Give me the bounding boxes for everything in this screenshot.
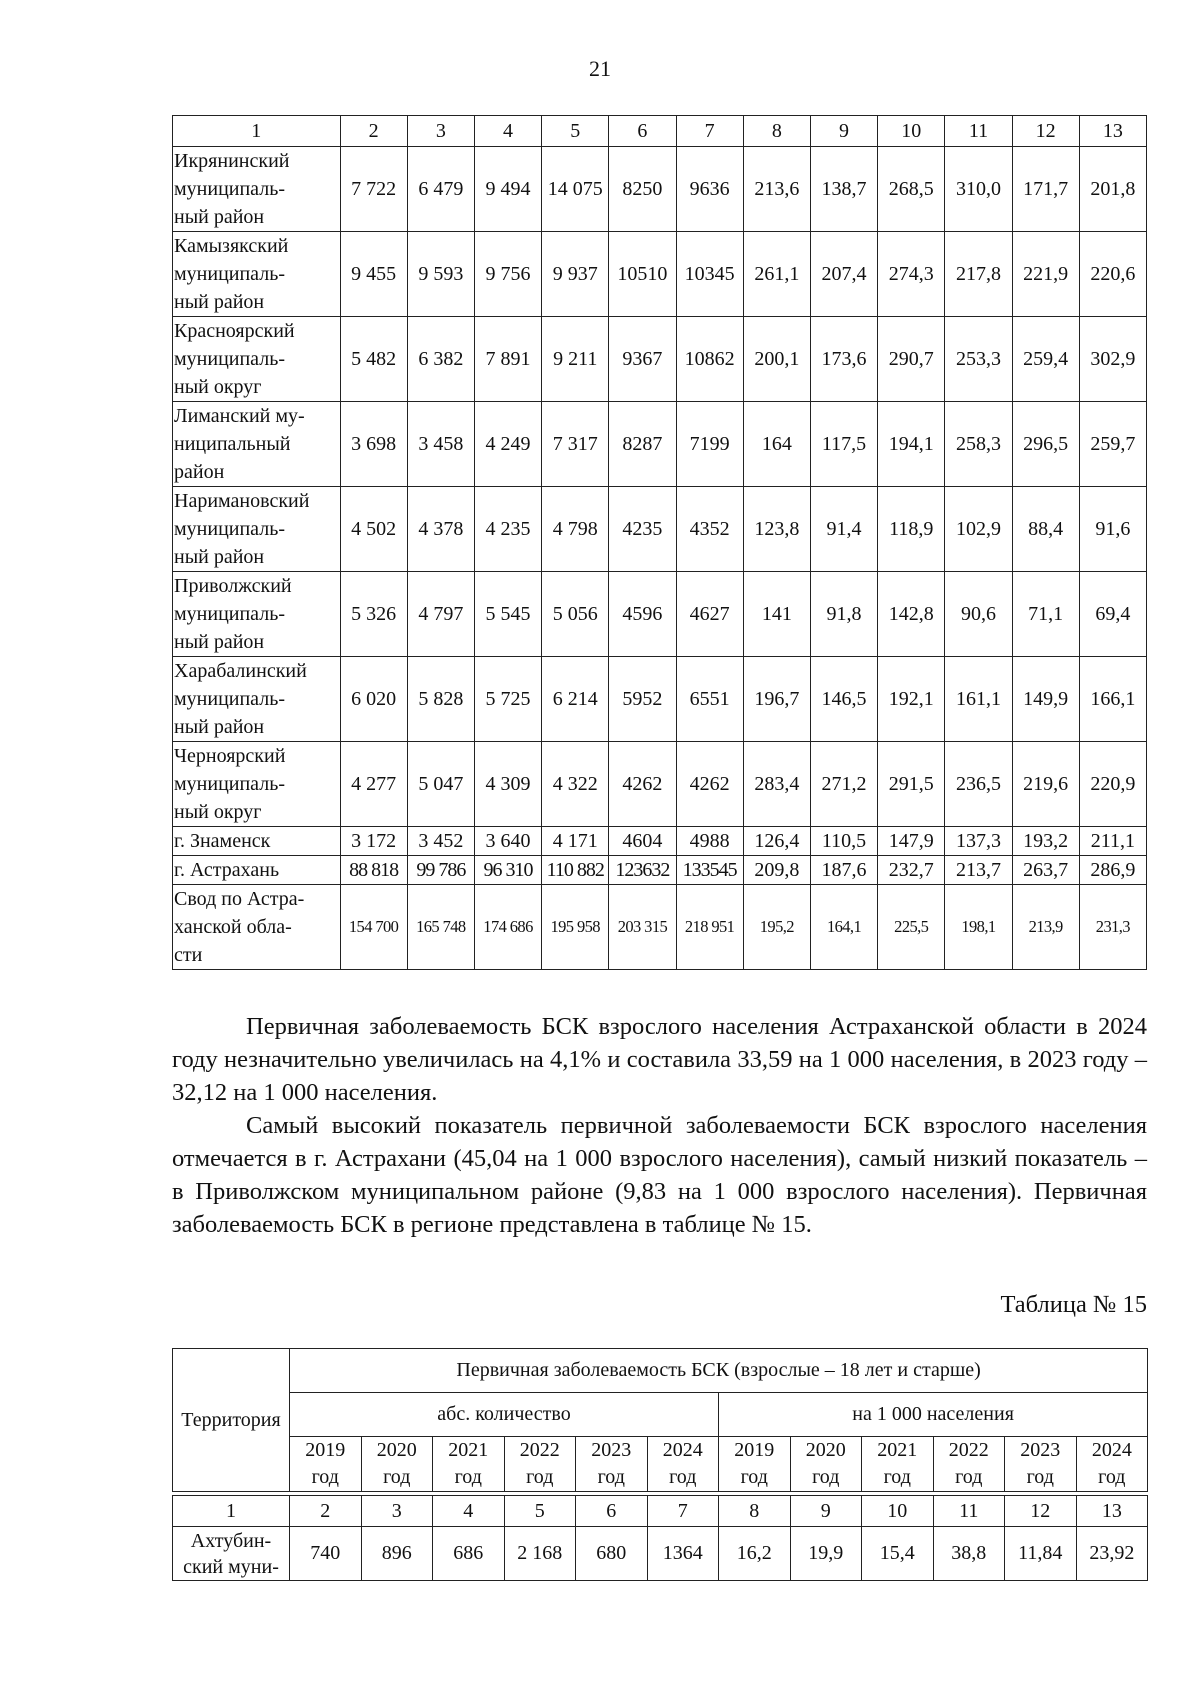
- paragraph-primary-morbidity: Первичная заболеваемость БСК взрослого населения Астраханской области в 2024 году незначительно увеличилась на 4,1% и составила 33,59 на 1 000 населения, в 2023 году – 32,12 на 1 000 населения.: [172, 1013, 1147, 1106]
- territory-line: Наримановский: [174, 490, 310, 512]
- table-row: [173, 856, 1147, 885]
- territory-line: Ахтубин-: [190, 1529, 272, 1552]
- territory-line: г. Знаменск: [174, 830, 271, 852]
- page-number: 21: [589, 56, 611, 81]
- value-cell: 9 593: [407, 232, 474, 317]
- year-header: [1005, 1437, 1077, 1492]
- territory-cell: [173, 572, 341, 657]
- territory-line: Приволжский: [174, 575, 292, 597]
- territory-cell: [173, 827, 341, 856]
- territory-line: ниципальный: [174, 433, 291, 455]
- territory-line: ный район: [174, 716, 265, 738]
- value-cell: 174 686: [474, 885, 541, 970]
- territory-cell: [173, 1527, 290, 1581]
- value-cell: 4 378: [407, 487, 474, 572]
- column-number: 9: [810, 116, 877, 147]
- column-number: 9: [790, 1496, 862, 1527]
- territory-line: муниципаль-: [174, 518, 285, 540]
- value-cell: 19,9: [790, 1527, 862, 1581]
- value-cell: 88,4: [1012, 487, 1079, 572]
- value-cell: 91,6: [1079, 487, 1146, 572]
- value-cell: 71,1: [1012, 572, 1079, 657]
- value-cell: 286,9: [1079, 856, 1146, 885]
- year-unit: год: [311, 1466, 339, 1488]
- value-cell: 154 700: [340, 885, 407, 970]
- value-cell: 268,5: [878, 147, 945, 232]
- column-number: 12: [1012, 116, 1079, 147]
- year-header: [719, 1437, 791, 1492]
- territory-cell: [173, 402, 341, 487]
- territory-line: муниципаль-: [174, 688, 285, 710]
- year-number: 2022: [519, 1439, 560, 1461]
- value-cell: 213,7: [945, 856, 1012, 885]
- value-cell: 271,2: [810, 742, 877, 827]
- value-cell: 96 310: [474, 856, 541, 885]
- year-number: 2024: [662, 1439, 703, 1461]
- value-cell: 3 172: [340, 827, 407, 856]
- value-cell: 10510: [609, 232, 676, 317]
- value-cell: 161,1: [945, 657, 1012, 742]
- morbidity-table-continued: [172, 115, 1147, 970]
- year-header: [504, 1437, 576, 1492]
- value-cell: 192,1: [878, 657, 945, 742]
- value-cell: 5 047: [407, 742, 474, 827]
- value-cell: 123632: [609, 856, 676, 885]
- column-number: 6: [609, 116, 676, 147]
- table-row: [173, 147, 1147, 232]
- column-number: 3: [361, 1496, 433, 1527]
- value-cell: 110 882: [542, 856, 609, 885]
- value-cell: 38,8: [933, 1527, 1005, 1581]
- territory-cell: [173, 317, 341, 402]
- value-cell: 896: [361, 1527, 433, 1581]
- territory-line: муниципаль-: [174, 773, 285, 795]
- territory-line: Красноярский: [174, 320, 295, 342]
- value-cell: 211,1: [1079, 827, 1146, 856]
- paragraph-highest-lowest: Самый высокий показатель первичной заболеваемости БСК взрослого населения отмечается в г. Астрахани (45,04 на 1 000 взрослого населения), самый низкий показатель – в Приволжском муниципальном районе (9,83 на 1 000 взрослого населения). Первичная заболеваемость БСК в регионе представлена в таблице № 15.: [172, 1112, 1147, 1238]
- value-cell: 225,5: [878, 885, 945, 970]
- value-cell: 740: [290, 1527, 362, 1581]
- value-cell: 207,4: [810, 232, 877, 317]
- column-number-row: [173, 1496, 1148, 1527]
- column-number: 13: [1079, 116, 1146, 147]
- territory-line: ханской обла-: [174, 916, 292, 938]
- value-cell: 4 798: [542, 487, 609, 572]
- value-cell: 7 722: [340, 147, 407, 232]
- value-cell: 110,5: [810, 827, 877, 856]
- year-unit: год: [454, 1466, 482, 1488]
- value-cell: 217,8: [945, 232, 1012, 317]
- value-cell: 201,8: [1079, 147, 1146, 232]
- value-cell: 259,7: [1079, 402, 1146, 487]
- value-cell: 310,0: [945, 147, 1012, 232]
- value-cell: 15,4: [862, 1527, 934, 1581]
- value-cell: 4262: [676, 742, 743, 827]
- territory-line: Лиманский му-: [174, 405, 305, 427]
- value-cell: 3 698: [340, 402, 407, 487]
- year-unit: год: [883, 1466, 911, 1488]
- territory-line: муниципаль-: [174, 178, 285, 200]
- territory-line: Черноярский: [174, 745, 286, 767]
- table-row: [173, 1527, 1148, 1581]
- year-number: 2020: [805, 1439, 846, 1461]
- year-unit: год: [740, 1466, 768, 1488]
- column-number: 2: [340, 116, 407, 147]
- territory-line: ный округ: [174, 801, 262, 823]
- value-cell: 137,3: [945, 827, 1012, 856]
- year-header: [361, 1437, 433, 1492]
- value-cell: 141: [743, 572, 810, 657]
- value-cell: 99 786: [407, 856, 474, 885]
- year-number: 2022: [948, 1439, 989, 1461]
- year-number: 2019: [734, 1439, 775, 1461]
- value-cell: 296,5: [1012, 402, 1079, 487]
- column-number: 4: [474, 116, 541, 147]
- value-cell: 7 891: [474, 317, 541, 402]
- value-cell: 165 748: [407, 885, 474, 970]
- year-header: [1076, 1437, 1148, 1492]
- territory-cell: [173, 856, 341, 885]
- column-number: 13: [1076, 1496, 1148, 1527]
- value-cell: 213,9: [1012, 885, 1079, 970]
- column-number: 7: [676, 116, 743, 147]
- value-cell: 16,2: [719, 1527, 791, 1581]
- territory-line: Камызякский: [174, 235, 289, 257]
- year-unit: год: [1098, 1466, 1126, 1488]
- value-cell: 6 479: [407, 147, 474, 232]
- territory-line: ский муни-: [183, 1555, 279, 1578]
- territory-line: ный округ: [174, 376, 262, 398]
- value-cell: 4235: [609, 487, 676, 572]
- value-cell: 3 458: [407, 402, 474, 487]
- value-cell: 259,4: [1012, 317, 1079, 402]
- value-cell: 253,3: [945, 317, 1012, 402]
- value-cell: 4262: [609, 742, 676, 827]
- year-header-row: [173, 1437, 1148, 1492]
- year-unit: год: [669, 1466, 697, 1488]
- year-number: 2023: [591, 1439, 632, 1461]
- value-cell: 6 020: [340, 657, 407, 742]
- value-cell: 166,1: [1079, 657, 1146, 742]
- value-cell: 6551: [676, 657, 743, 742]
- value-cell: 274,3: [878, 232, 945, 317]
- value-cell: 219,6: [1012, 742, 1079, 827]
- column-number: 8: [719, 1496, 791, 1527]
- territory-cell: [173, 232, 341, 317]
- value-cell: 164: [743, 402, 810, 487]
- value-cell: 261,1: [743, 232, 810, 317]
- table-row: [173, 885, 1147, 970]
- year-unit: год: [597, 1466, 625, 1488]
- value-cell: 200,1: [743, 317, 810, 402]
- value-cell: 193,2: [1012, 827, 1079, 856]
- value-cell: 5 326: [340, 572, 407, 657]
- table-row: [173, 317, 1147, 402]
- value-cell: 9636: [676, 147, 743, 232]
- value-cell: 231,3: [1079, 885, 1146, 970]
- value-cell: 8287: [609, 402, 676, 487]
- value-cell: 147,9: [878, 827, 945, 856]
- territory-line: муниципаль-: [174, 263, 285, 285]
- year-header: [862, 1437, 934, 1492]
- value-cell: 4 249: [474, 402, 541, 487]
- value-cell: 9 211: [542, 317, 609, 402]
- value-cell: 5 545: [474, 572, 541, 657]
- column-number: 8: [743, 116, 810, 147]
- value-cell: 302,9: [1079, 317, 1146, 402]
- value-cell: 88 818: [340, 856, 407, 885]
- value-cell: 6 214: [542, 657, 609, 742]
- value-cell: 23,92: [1076, 1527, 1148, 1581]
- value-cell: 290,7: [878, 317, 945, 402]
- value-cell: 4627: [676, 572, 743, 657]
- value-cell: 9367: [609, 317, 676, 402]
- value-cell: 4 309: [474, 742, 541, 827]
- year-number: 2019: [305, 1439, 346, 1461]
- value-cell: 5 725: [474, 657, 541, 742]
- value-cell: 90,6: [945, 572, 1012, 657]
- column-number: 2: [290, 1496, 362, 1527]
- value-cell: 7199: [676, 402, 743, 487]
- column-number: 11: [933, 1496, 1005, 1527]
- value-cell: 8250: [609, 147, 676, 232]
- year-unit: год: [955, 1466, 983, 1488]
- value-cell: 69,4: [1079, 572, 1146, 657]
- value-cell: 118,9: [878, 487, 945, 572]
- value-cell: 5 482: [340, 317, 407, 402]
- territory-line: г. Астрахань: [174, 859, 280, 881]
- value-cell: 236,5: [945, 742, 1012, 827]
- table-body: [173, 147, 1147, 970]
- value-cell: 203 315: [609, 885, 676, 970]
- year-number: 2021: [877, 1439, 918, 1461]
- value-cell: 11,84: [1005, 1527, 1077, 1581]
- value-cell: 10862: [676, 317, 743, 402]
- column-number: 1: [173, 116, 341, 147]
- year-number: 2021: [448, 1439, 489, 1461]
- value-cell: 146,5: [810, 657, 877, 742]
- column-number: 1: [173, 1496, 290, 1527]
- value-cell: 209,8: [743, 856, 810, 885]
- territory-line: район: [174, 461, 225, 483]
- value-cell: 126,4: [743, 827, 810, 856]
- value-cell: 9 756: [474, 232, 541, 317]
- value-cell: 5 828: [407, 657, 474, 742]
- table-row: [173, 742, 1147, 827]
- table-row: [173, 232, 1147, 317]
- territory-line: Свод по Астра-: [174, 888, 305, 910]
- value-cell: 133545: [676, 856, 743, 885]
- table-caption: Таблица № 15: [1000, 1291, 1147, 1318]
- value-cell: 149,9: [1012, 657, 1079, 742]
- group-header-absolute: абс. количество: [290, 1393, 719, 1437]
- value-cell: 9 937: [542, 232, 609, 317]
- year-header: [647, 1437, 719, 1492]
- value-cell: 4596: [609, 572, 676, 657]
- value-cell: 195 958: [542, 885, 609, 970]
- value-cell: 4 277: [340, 742, 407, 827]
- year-header: [290, 1437, 362, 1492]
- value-cell: 3 452: [407, 827, 474, 856]
- table-row: [173, 827, 1147, 856]
- year-unit: год: [812, 1466, 840, 1488]
- territory-cell: [173, 147, 341, 232]
- column-number: 5: [542, 116, 609, 147]
- value-cell: 220,9: [1079, 742, 1146, 827]
- territory-header: Территория: [173, 1349, 290, 1492]
- value-cell: 213,6: [743, 147, 810, 232]
- column-number: 5: [504, 1496, 576, 1527]
- value-cell: 6 382: [407, 317, 474, 402]
- value-cell: 194,1: [878, 402, 945, 487]
- table-row: [173, 572, 1147, 657]
- value-cell: 3 640: [474, 827, 541, 856]
- year-header: [933, 1437, 1005, 1492]
- column-number: 3: [407, 116, 474, 147]
- value-cell: 102,9: [945, 487, 1012, 572]
- territory-line: ный район: [174, 206, 265, 228]
- value-cell: 283,4: [743, 742, 810, 827]
- value-cell: 14 075: [542, 147, 609, 232]
- value-cell: 196,7: [743, 657, 810, 742]
- column-number: 12: [1005, 1496, 1077, 1527]
- value-cell: 164,1: [810, 885, 877, 970]
- value-cell: 232,7: [878, 856, 945, 885]
- table-row: [173, 487, 1147, 572]
- year-header: [790, 1437, 862, 1492]
- main-header: Первичная заболеваемость БСК (взрослые – 18 лет и старше): [290, 1349, 1148, 1393]
- territory-cell: [173, 487, 341, 572]
- column-number: 10: [878, 116, 945, 147]
- table-row: [173, 657, 1147, 742]
- value-cell: 4 322: [542, 742, 609, 827]
- value-cell: 171,7: [1012, 147, 1079, 232]
- value-cell: 4 502: [340, 487, 407, 572]
- year-number: 2020: [376, 1439, 417, 1461]
- year-unit: год: [526, 1466, 554, 1488]
- value-cell: 263,7: [1012, 856, 1079, 885]
- value-cell: 4988: [676, 827, 743, 856]
- territory-cell: [173, 657, 341, 742]
- year-number: 2023: [1020, 1439, 1061, 1461]
- value-cell: 2 168: [504, 1527, 576, 1581]
- value-cell: 4352: [676, 487, 743, 572]
- value-cell: 680: [576, 1527, 648, 1581]
- year-unit: год: [383, 1466, 411, 1488]
- value-cell: 7 317: [542, 402, 609, 487]
- value-cell: 9 494: [474, 147, 541, 232]
- column-number: 11: [945, 116, 1012, 147]
- value-cell: 291,5: [878, 742, 945, 827]
- territory-line: сти: [174, 944, 203, 966]
- territory-line: ный район: [174, 631, 265, 653]
- value-cell: 173,6: [810, 317, 877, 402]
- column-number: 4: [433, 1496, 505, 1527]
- territory-line: муниципаль-: [174, 603, 285, 625]
- primary-morbidity-table: [172, 1348, 1148, 1581]
- value-cell: 142,8: [878, 572, 945, 657]
- column-number: 6: [576, 1496, 648, 1527]
- value-cell: 4 171: [542, 827, 609, 856]
- value-cell: 1364: [647, 1527, 719, 1581]
- territory-cell: [173, 885, 341, 970]
- value-cell: 138,7: [810, 147, 877, 232]
- value-cell: 218 951: [676, 885, 743, 970]
- year-unit: год: [1026, 1466, 1054, 1488]
- column-number: 10: [862, 1496, 934, 1527]
- value-cell: 187,6: [810, 856, 877, 885]
- year-number: 2024: [1091, 1439, 1132, 1461]
- value-cell: 117,5: [810, 402, 877, 487]
- value-cell: 9 455: [340, 232, 407, 317]
- value-cell: 10345: [676, 232, 743, 317]
- year-header: [576, 1437, 648, 1492]
- value-cell: 91,4: [810, 487, 877, 572]
- value-cell: 4604: [609, 827, 676, 856]
- value-cell: 198,1: [945, 885, 1012, 970]
- column-number-row: [173, 116, 1147, 147]
- year-header: [433, 1437, 505, 1492]
- value-cell: 4 235: [474, 487, 541, 572]
- territory-line: Харабалинский: [174, 660, 307, 682]
- value-cell: 91,8: [810, 572, 877, 657]
- value-cell: 221,9: [1012, 232, 1079, 317]
- value-cell: 123,8: [743, 487, 810, 572]
- territory-cell: [173, 742, 341, 827]
- territory-line: ный район: [174, 291, 265, 313]
- group-header-rate: на 1 000 населения: [719, 1393, 1148, 1437]
- value-cell: 5 056: [542, 572, 609, 657]
- value-cell: 195,2: [743, 885, 810, 970]
- value-cell: 258,3: [945, 402, 1012, 487]
- value-cell: 4 797: [407, 572, 474, 657]
- territory-line: ный район: [174, 546, 265, 568]
- column-number: 7: [647, 1496, 719, 1527]
- territory-line: муниципаль-: [174, 348, 285, 370]
- value-cell: 220,6: [1079, 232, 1146, 317]
- territory-line: Икрянинский: [174, 150, 290, 172]
- value-cell: 5952: [609, 657, 676, 742]
- table-row: [173, 402, 1147, 487]
- value-cell: 686: [433, 1527, 505, 1581]
